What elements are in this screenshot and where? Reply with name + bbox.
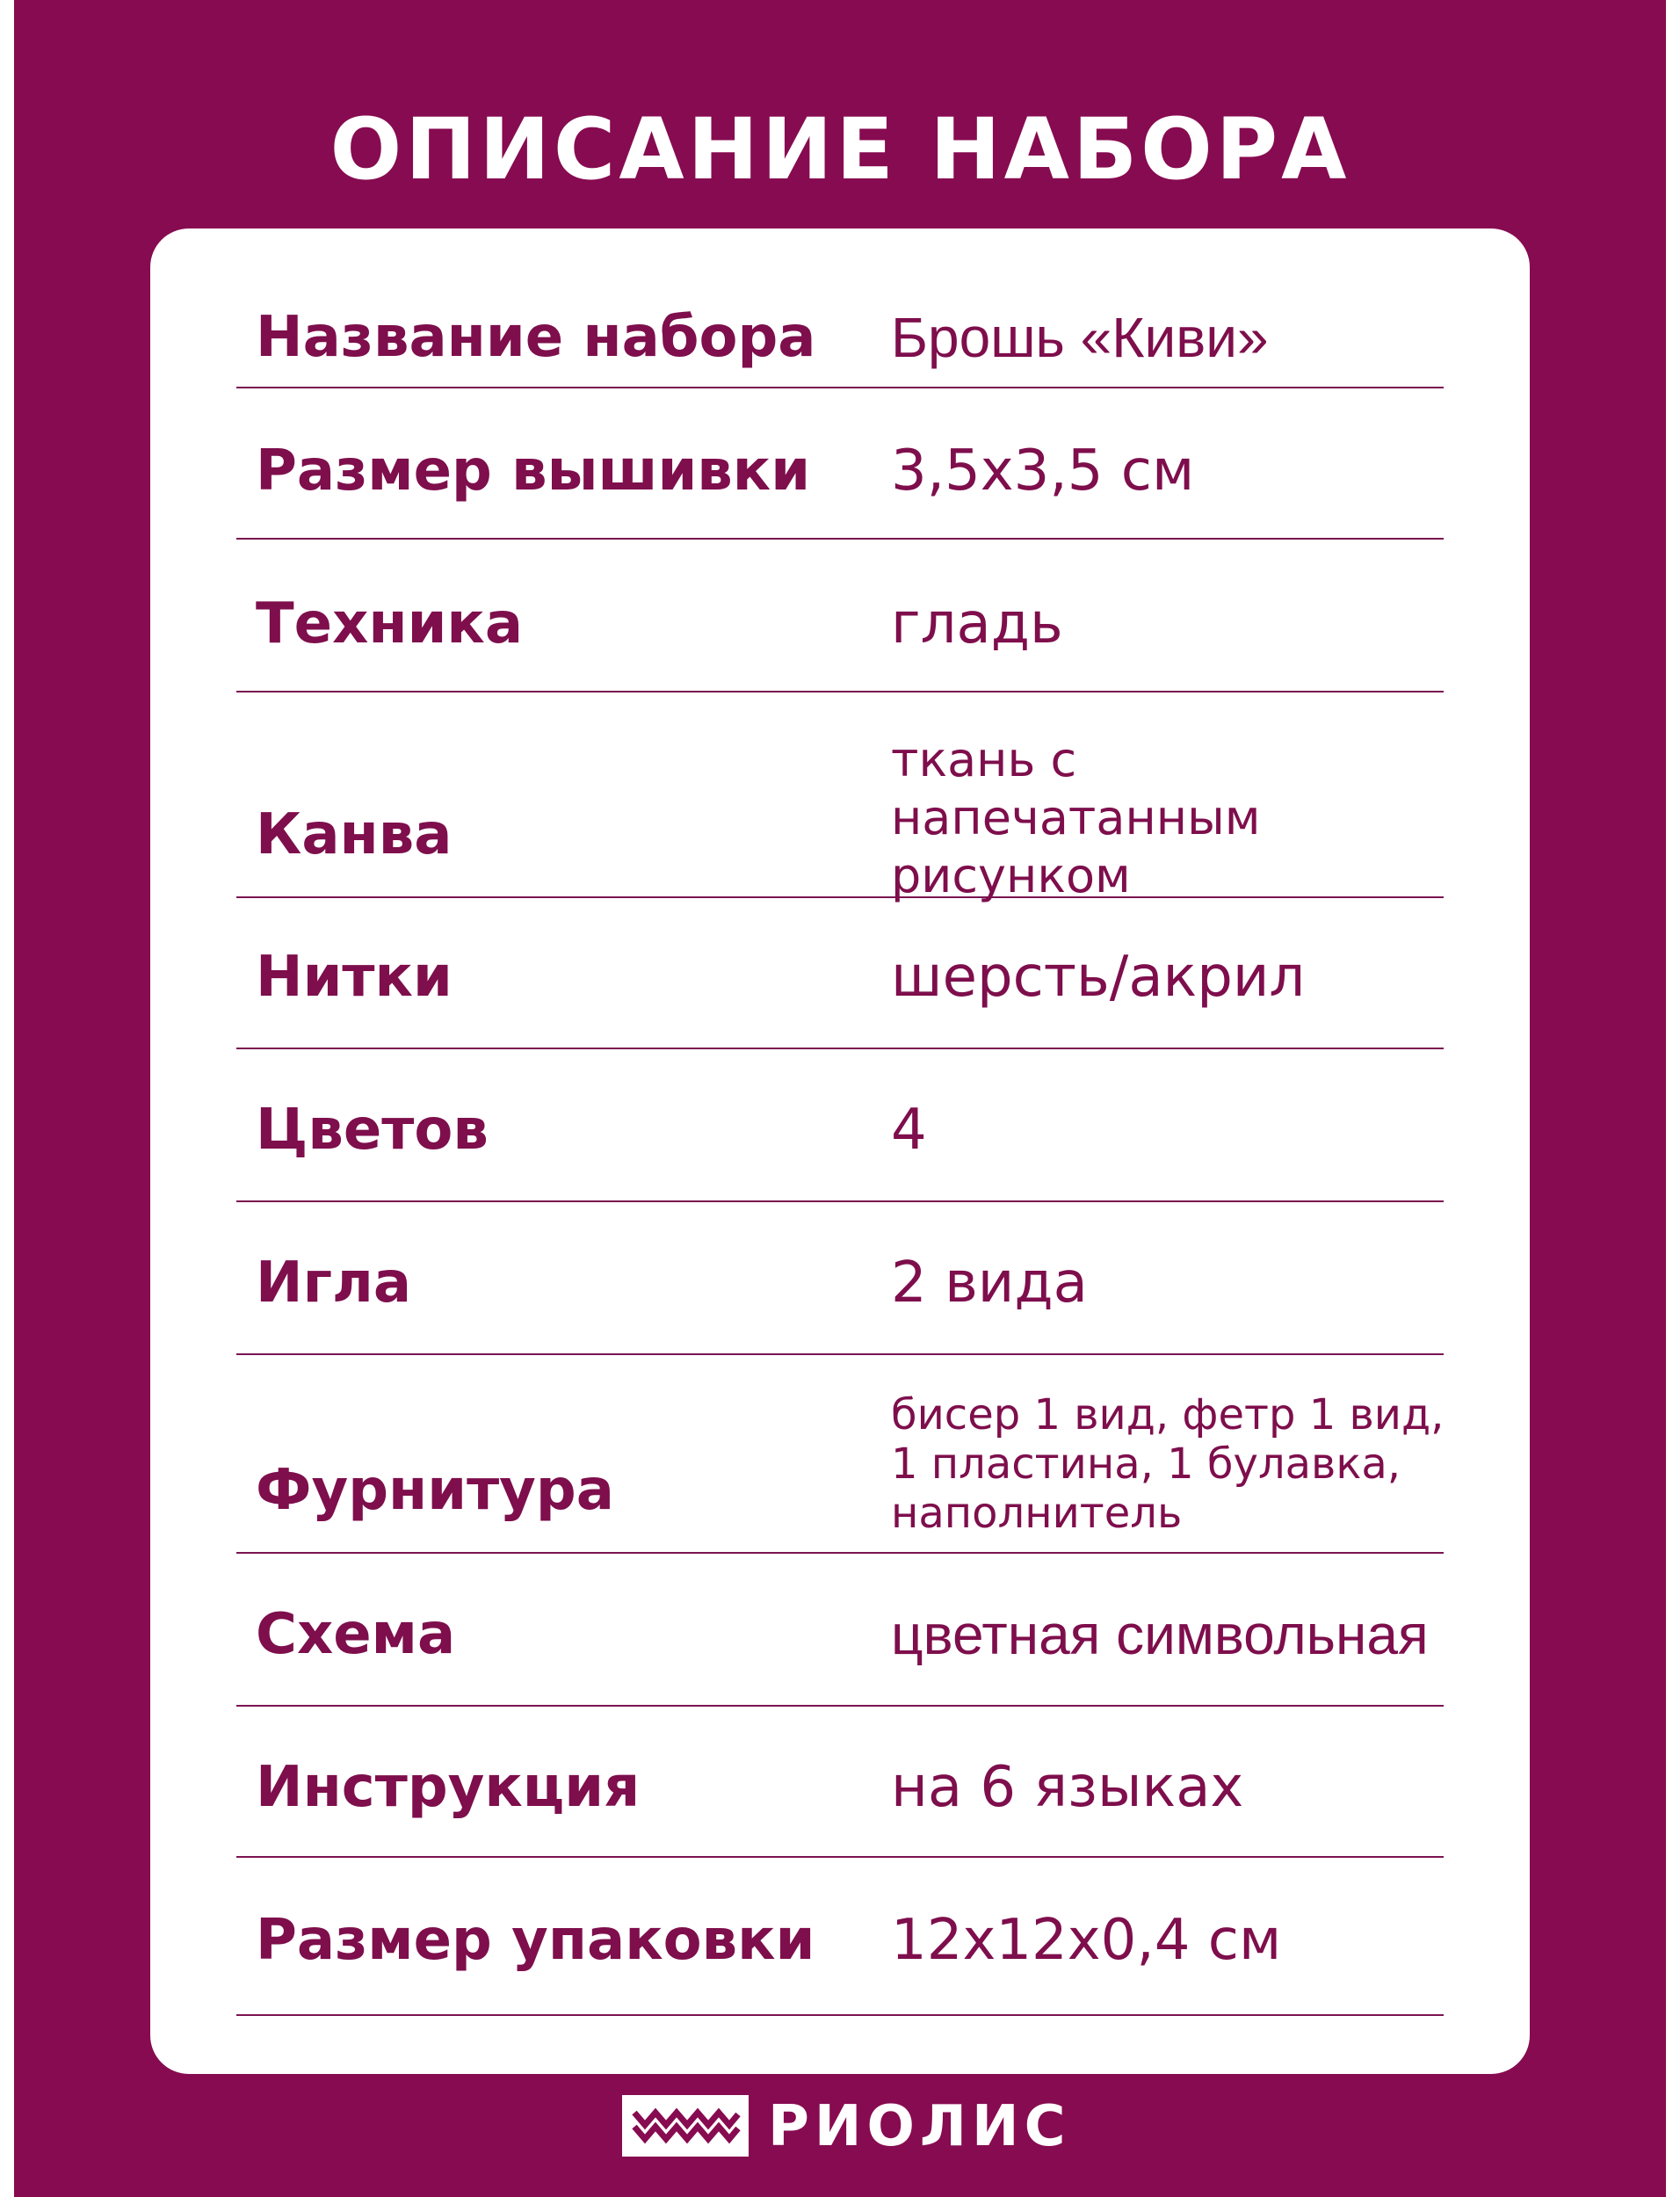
spec-row-fittings	[236, 1353, 1444, 1554]
spec-value: 3,5х3,5 см	[891, 439, 1195, 504]
spec-label: Цветов	[256, 1098, 489, 1163]
spec-label: Размер упаковки	[256, 1908, 815, 1973]
spec-row-instructions	[236, 1705, 1444, 1858]
brand-footer	[14, 2090, 1666, 2169]
spec-row-package-size	[236, 1856, 1444, 2016]
spec-row-embroidery-size	[236, 387, 1444, 540]
spec-row-kit-name	[236, 306, 1444, 388]
riolis-zigzag-logo-icon	[622, 2095, 749, 2157]
spec-value: цветная символьная	[891, 1603, 1429, 1666]
spec-label: Техника	[256, 591, 524, 656]
spec-row-canvas	[236, 691, 1444, 903]
spec-label: Фурнитура	[256, 1458, 614, 1523]
brand-name: РИОЛИС	[768, 2094, 1071, 2159]
spec-value: ткань с напечатанным рисунком	[891, 732, 1261, 903]
spec-row-chart	[236, 1552, 1444, 1707]
spec-value: Брошь «Киви»	[891, 306, 1269, 369]
spec-row-technique	[236, 538, 1444, 692]
spec-label: Название набора	[256, 305, 816, 370]
spec-row-colors	[236, 1048, 1444, 1202]
spec-value: 2 вида	[891, 1251, 1088, 1316]
spec-value: шерсть/акрил	[891, 945, 1306, 1010]
description-panel	[14, 0, 1666, 2197]
spec-value: гладь	[891, 591, 1063, 656]
spec-label: Инструкция	[256, 1755, 641, 1820]
spec-value: 12х12х0,4 см	[891, 1908, 1282, 1973]
spec-label: Канва	[256, 802, 453, 867]
spec-label: Нитки	[256, 945, 453, 1010]
page-title: ОПИСАНИЕ НАБОРА	[329, 100, 1351, 199]
spec-card	[150, 228, 1530, 2074]
spec-row-threads	[236, 896, 1444, 1049]
spec-row-needle	[236, 1200, 1444, 1355]
spec-value: бисер 1 вид, фетр 1 вид, 1 пластина, 1 булавка, наполнитель	[891, 1390, 1445, 1538]
spec-value: на 6 языках	[891, 1755, 1244, 1820]
spec-label: Размер вышивки	[256, 439, 811, 504]
spec-value: 4	[891, 1098, 927, 1163]
spec-label: Игла	[256, 1251, 412, 1316]
spec-label: Схема	[256, 1602, 456, 1667]
